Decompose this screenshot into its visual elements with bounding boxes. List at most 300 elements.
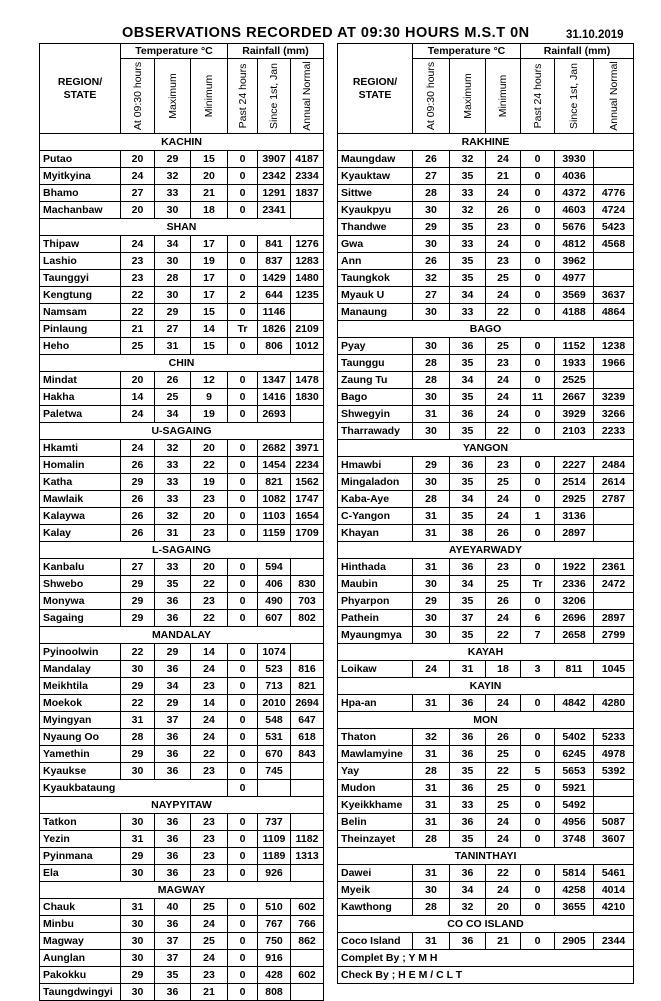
rain-annual-normal: 4864 (594, 304, 634, 321)
station-name: Yay (338, 763, 413, 780)
temp-maximum: 38 (450, 525, 486, 542)
rain-past-24h: 0 (228, 933, 258, 950)
station-name: Thipaw (40, 236, 121, 253)
table-row (40, 338, 324, 355)
rain-annual-normal (594, 253, 634, 270)
section-row (40, 355, 324, 372)
rain-annual-normal: 1966 (594, 355, 634, 372)
rain-past-24h: 0 (521, 304, 555, 321)
temp-maximum: 28 (155, 270, 191, 287)
rain-since-jan: 2227 (555, 457, 594, 474)
temp-minimum: 18 (486, 661, 521, 678)
rain-past-24h: 0 (228, 831, 258, 848)
rain-since-jan: 2010 (258, 695, 291, 712)
temp-minimum: 25 (486, 780, 521, 797)
section-row (338, 848, 634, 865)
temp-maximum: 31 (155, 525, 191, 542)
rain-annual-normal: 4210 (594, 899, 634, 916)
station-name: Shwebo (40, 576, 121, 593)
rain-annual-normal (594, 780, 634, 797)
rain-past-24h: 0 (228, 865, 258, 882)
rain-since-jan: 2925 (555, 491, 594, 508)
region-section-heading: CHIN (40, 355, 324, 372)
temp-minimum: 20 (486, 899, 521, 916)
table-row (40, 678, 324, 695)
region-section-heading: YANGON (338, 440, 634, 457)
rain-since-jan: 5921 (555, 780, 594, 797)
table-row (40, 848, 324, 865)
rain-annual-normal: 3637 (594, 287, 634, 304)
rain-annual-normal (291, 984, 324, 1001)
rain-annual-normal: 766 (291, 916, 324, 933)
rain-since-jan: 5653 (555, 763, 594, 780)
temp-at-0930: 31 (413, 525, 450, 542)
station-name: Sittwe (338, 185, 413, 202)
rain-since-jan: 1146 (258, 304, 291, 321)
temp-maximum: 33 (155, 457, 191, 474)
station-name: Myeik (338, 882, 413, 899)
table-row (338, 593, 634, 610)
rain-annual-normal: 602 (291, 967, 324, 984)
rain-since-jan: 406 (258, 576, 291, 593)
rain-past-24h: 2 (228, 287, 258, 304)
rain-annual-normal: 3971 (291, 440, 324, 457)
section-row (40, 627, 324, 644)
station-name: Yamethin (40, 746, 121, 763)
temp-at-0930: 22 (121, 287, 155, 304)
since-jan-header: Since 1st, Jan (555, 59, 594, 134)
rain-annual-normal: 1709 (291, 525, 324, 542)
rain-past-24h: 0 (521, 253, 555, 270)
rain-annual-normal: 602 (291, 899, 324, 916)
table-row (40, 610, 324, 627)
temp-minimum: 23 (486, 355, 521, 372)
section-row (338, 916, 634, 933)
temp-minimum: 24 (191, 729, 228, 746)
rain-past-24h: 0 (228, 899, 258, 916)
rain-since-jan: 5402 (555, 729, 594, 746)
station-name: Hpa-an (338, 695, 413, 712)
temp-at-0930: 31 (121, 712, 155, 729)
rain-annual-normal: 1235 (291, 287, 324, 304)
data-cell (258, 780, 291, 797)
rain-since-jan: 2514 (555, 474, 594, 491)
rain-past-24h: 0 (521, 372, 555, 389)
rain-past-24h: 0 (228, 644, 258, 661)
temp-at-0930: 24 (121, 440, 155, 457)
temp-minimum: 24 (486, 287, 521, 304)
rain-annual-normal: 1747 (291, 491, 324, 508)
temp-minimum: 20 (191, 168, 228, 185)
rain-since-jan: 3206 (555, 593, 594, 610)
temp-minimum: 23 (191, 831, 228, 848)
temp-minimum: 24 (486, 236, 521, 253)
station-name: Coco Island (338, 933, 413, 950)
rain-since-jan: 490 (258, 593, 291, 610)
rain-since-jan: 1933 (555, 355, 594, 372)
temp-at-0930: 32 (413, 729, 450, 746)
temp-minimum: 22 (486, 865, 521, 882)
rain-annual-normal: 1478 (291, 372, 324, 389)
station-name: Pyay (338, 338, 413, 355)
temp-maximum: 25 (155, 389, 191, 406)
rain-past-24h: 0 (521, 831, 555, 848)
table-row (40, 151, 324, 168)
temp-at-0930: 27 (121, 559, 155, 576)
temp-minimum: 17 (191, 236, 228, 253)
rain-past-24h: 0 (228, 236, 258, 253)
rain-past-24h: 0 (521, 236, 555, 253)
region-section-heading: SHAN (40, 219, 324, 236)
temp-minimum: 19 (191, 406, 228, 423)
temp-minimum: 25 (191, 899, 228, 916)
footer-row (338, 950, 634, 967)
rain-past-24h: 0 (521, 780, 555, 797)
temp-at-0930: 30 (413, 202, 450, 219)
table-row (338, 423, 634, 440)
rain-annual-normal (594, 151, 634, 168)
temp-maximum: 36 (155, 593, 191, 610)
temp-maximum: 33 (155, 491, 191, 508)
temp-maximum: 34 (450, 491, 486, 508)
temp-at-0930: 28 (413, 831, 450, 848)
temp-minimum: 15 (191, 151, 228, 168)
temp-minimum: 21 (191, 984, 228, 1001)
rain-since-jan: 4977 (555, 270, 594, 287)
temp-at-0930: 29 (413, 593, 450, 610)
temp-minimum: 15 (191, 304, 228, 321)
station-name: Heho (40, 338, 121, 355)
temp-at-0930: 31 (413, 746, 450, 763)
rain-past-24h: 0 (228, 729, 258, 746)
rain-past-24h: 11 (521, 389, 555, 406)
station-name: Belin (338, 814, 413, 831)
table-row (338, 355, 634, 372)
rain-annual-normal: 2799 (594, 627, 634, 644)
rain-since-jan: 2682 (258, 440, 291, 457)
temp-at-0930: 31 (413, 814, 450, 831)
temp-maximum: 36 (155, 746, 191, 763)
table-row (338, 729, 634, 746)
temp-minimum: 24 (486, 389, 521, 406)
temp-minimum: 24 (486, 491, 521, 508)
rain-annual-normal (594, 270, 634, 287)
temp-maximum: 32 (155, 440, 191, 457)
temp-maximum: 34 (450, 287, 486, 304)
rain-annual-normal: 703 (291, 593, 324, 610)
rain-annual-normal: 1283 (291, 253, 324, 270)
temp-minimum: 24 (486, 151, 521, 168)
rain-past-24h: 0 (228, 202, 258, 219)
temp-minimum: 23 (191, 865, 228, 882)
section-row (40, 134, 324, 151)
station-name: Ann (338, 253, 413, 270)
rain-since-jan: 5676 (555, 219, 594, 236)
table-row (338, 202, 634, 219)
temp-at-0930: 30 (413, 882, 450, 899)
table-row (40, 440, 324, 457)
temp-minimum: 23 (486, 253, 521, 270)
rain-annual-normal (291, 644, 324, 661)
rain-past-24h: 0 (521, 219, 555, 236)
rain-past-24h: 0 (521, 729, 555, 746)
rain-annual-normal: 802 (291, 610, 324, 627)
temp-maximum: 30 (155, 202, 191, 219)
rain-past-24h: 0 (228, 559, 258, 576)
table-row (338, 389, 634, 406)
temp-maximum: 26 (155, 372, 191, 389)
temp-at-0930: 27 (413, 168, 450, 185)
temp-at-0930: 30 (121, 950, 155, 967)
temp-minimum: 14 (191, 644, 228, 661)
rain-since-jan: 837 (258, 253, 291, 270)
temp-at-0930: 24 (121, 406, 155, 423)
rain-past-24h: 0 (228, 695, 258, 712)
temp-maximum: 36 (450, 406, 486, 423)
data-cell: 0 (228, 780, 258, 797)
table-row (40, 253, 324, 270)
rain-past-24h: 1 (521, 508, 555, 525)
rain-since-jan: 713 (258, 678, 291, 695)
data-cell (291, 780, 324, 797)
rain-past-24h: 0 (228, 185, 258, 202)
temp-maximum: 35 (450, 253, 486, 270)
rain-annual-normal: 2472 (594, 576, 634, 593)
rain-annual-normal: 2694 (291, 695, 324, 712)
rain-annual-normal: 1238 (594, 338, 634, 355)
table-row (338, 933, 634, 950)
table-row (40, 287, 324, 304)
rain-since-jan: 548 (258, 712, 291, 729)
table-row (40, 831, 324, 848)
station-name: Kyaukpyu (338, 202, 413, 219)
rain-past-24h: 0 (521, 151, 555, 168)
station-name: Hinthada (338, 559, 413, 576)
temp-maximum: 35 (450, 270, 486, 287)
station-name: Khayan (338, 525, 413, 542)
temp-maximum: 40 (155, 899, 191, 916)
rain-annual-normal: 618 (291, 729, 324, 746)
temp-maximum: 35 (450, 355, 486, 372)
rain-annual-normal: 1182 (291, 831, 324, 848)
rain-since-jan: 2525 (555, 372, 594, 389)
rain-past-24h: 0 (521, 270, 555, 287)
report-date: 31.10.2019 (566, 29, 624, 41)
rain-annual-normal: 2109 (291, 321, 324, 338)
temp-at-0930: 20 (121, 151, 155, 168)
region-section-heading: U-SAGAING (40, 423, 324, 440)
section-row (40, 882, 324, 899)
table-row (40, 406, 324, 423)
rain-past-24h: 0 (228, 763, 258, 780)
section-row (338, 644, 634, 661)
rain-since-jan: 841 (258, 236, 291, 253)
rain-annual-normal: 5392 (594, 763, 634, 780)
station-name: Magway (40, 933, 121, 950)
temp-maximum: 29 (155, 151, 191, 168)
rain-annual-normal: 1313 (291, 848, 324, 865)
table-row (40, 644, 324, 661)
temp-maximum: 37 (155, 712, 191, 729)
temp-at-0930: 31 (413, 508, 450, 525)
temp-minimum: 25 (486, 746, 521, 763)
table-row (40, 525, 324, 542)
temp-at-0930: 28 (121, 729, 155, 746)
temp-maximum: 33 (450, 304, 486, 321)
table-row (40, 236, 324, 253)
temp-maximum: 33 (450, 185, 486, 202)
table-row (40, 661, 324, 678)
table-row (40, 321, 324, 338)
station-name: Maubin (338, 576, 413, 593)
rain-past-24h: 0 (228, 967, 258, 984)
rain-since-jan: 523 (258, 661, 291, 678)
region-section-heading: MON (338, 712, 634, 729)
temp-maximum: 32 (450, 899, 486, 916)
rain-past-24h: 7 (521, 627, 555, 644)
temp-at-0930: 31 (413, 780, 450, 797)
region-section-heading: CO CO ISLAND (338, 916, 634, 933)
rain-annual-normal (291, 865, 324, 882)
temp-maximum: 36 (155, 661, 191, 678)
rain-annual-normal (291, 814, 324, 831)
temp-at-0930: 25 (121, 338, 155, 355)
temp-at-0930: 29 (413, 457, 450, 474)
rain-annual-normal: 4568 (594, 236, 634, 253)
rain-since-jan: 4812 (555, 236, 594, 253)
rain-annual-normal: 4187 (291, 151, 324, 168)
station-name: Katha (40, 474, 121, 491)
temp-at-0930: 30 (121, 661, 155, 678)
temp-maximum: 34 (450, 576, 486, 593)
temp-maximum: 33 (450, 797, 486, 814)
table-row (338, 474, 634, 491)
temp-at-0930: 26 (413, 151, 450, 168)
region-section-heading: KAYAH (338, 644, 634, 661)
station-name: Meikhtila (40, 678, 121, 695)
rain-annual-normal: 2897 (594, 610, 634, 627)
station-name: Myitkyina (40, 168, 121, 185)
minimum-header: Minimum (486, 59, 521, 134)
rain-since-jan: 808 (258, 984, 291, 1001)
temp-minimum: 25 (486, 474, 521, 491)
station-name: Taungdwingyi (40, 984, 121, 1001)
temp-maximum: 35 (450, 389, 486, 406)
table-row (338, 253, 634, 270)
rain-annual-normal: 816 (291, 661, 324, 678)
rain-since-jan: 2693 (258, 406, 291, 423)
station-name: Loikaw (338, 661, 413, 678)
temp-minimum: 23 (191, 763, 228, 780)
temp-minimum: 20 (191, 508, 228, 525)
temp-at-0930: 28 (413, 355, 450, 372)
table-row (338, 287, 634, 304)
left-observation-table (39, 43, 324, 1001)
region-section-heading: TANINTHAYI (338, 848, 634, 865)
temp-maximum: 35 (450, 508, 486, 525)
rain-annual-normal: 2234 (291, 457, 324, 474)
temp-maximum: 36 (450, 338, 486, 355)
section-row (40, 423, 324, 440)
station-name: Monywa (40, 593, 121, 610)
temp-minimum: 19 (191, 253, 228, 270)
station-name: Bhamo (40, 185, 121, 202)
station-name: Nyaung Oo (40, 729, 121, 746)
station-name: Zaung Tu (338, 372, 413, 389)
rain-annual-normal (291, 406, 324, 423)
temp-minimum: 24 (486, 508, 521, 525)
temp-maximum: 36 (155, 610, 191, 627)
rain-annual-normal: 830 (291, 576, 324, 593)
station-name: Putao (40, 151, 121, 168)
table-row (40, 984, 324, 1001)
rain-annual-normal: 3239 (594, 389, 634, 406)
temp-maximum: 30 (155, 253, 191, 270)
rain-past-24h: 0 (521, 933, 555, 950)
rain-past-24h: 0 (228, 610, 258, 627)
rain-annual-normal (594, 372, 634, 389)
maximum-header: Maximum (155, 59, 191, 134)
station-name: Pakokku (40, 967, 121, 984)
temp-maximum: 32 (450, 202, 486, 219)
table-row (338, 780, 634, 797)
temp-at-0930: 30 (413, 338, 450, 355)
station-name: Mudon (338, 780, 413, 797)
temp-minimum: 24 (486, 185, 521, 202)
table-row (40, 372, 324, 389)
rain-annual-normal: 3607 (594, 831, 634, 848)
table-row (40, 185, 324, 202)
station-name: Gwa (338, 236, 413, 253)
station-name: Taunggu (338, 355, 413, 372)
temp-at-0930: 30 (413, 474, 450, 491)
temp-at-0930: 30 (413, 236, 450, 253)
temp-minimum: 23 (486, 219, 521, 236)
station-name: Hakha (40, 389, 121, 406)
annual-normal-header: Annual Normal (594, 59, 634, 134)
temp-at-0930: 32 (413, 270, 450, 287)
rain-since-jan: 3962 (555, 253, 594, 270)
table-row (338, 763, 634, 780)
temp-at-0930: 30 (121, 814, 155, 831)
station-name: Kalaywa (40, 508, 121, 525)
table-row (40, 202, 324, 219)
station-name: Hmawbi (338, 457, 413, 474)
rain-past-24h: 0 (521, 746, 555, 763)
temp-maximum: 36 (155, 763, 191, 780)
rain-since-jan: 4188 (555, 304, 594, 321)
temp-maximum: 35 (155, 576, 191, 593)
station-name: Lashio (40, 253, 121, 270)
temp-maximum: 36 (155, 831, 191, 848)
rain-since-jan: 428 (258, 967, 291, 984)
rain-past-24h: 0 (521, 338, 555, 355)
temp-maximum: 32 (450, 151, 486, 168)
table-row (40, 729, 324, 746)
temp-maximum: 27 (155, 321, 191, 338)
station-name: Bago (338, 389, 413, 406)
rain-since-jan: 1103 (258, 508, 291, 525)
signature-note: Complet By ; Y M H (338, 950, 634, 967)
rainfall-header: Rainfall (mm) (228, 44, 324, 59)
table-row (338, 559, 634, 576)
station-name: Mawlaik (40, 491, 121, 508)
table-row (338, 270, 634, 287)
temp-maximum: 33 (155, 474, 191, 491)
rain-past-24h: 0 (521, 457, 555, 474)
temp-maximum: 36 (450, 814, 486, 831)
table-row (40, 950, 324, 967)
